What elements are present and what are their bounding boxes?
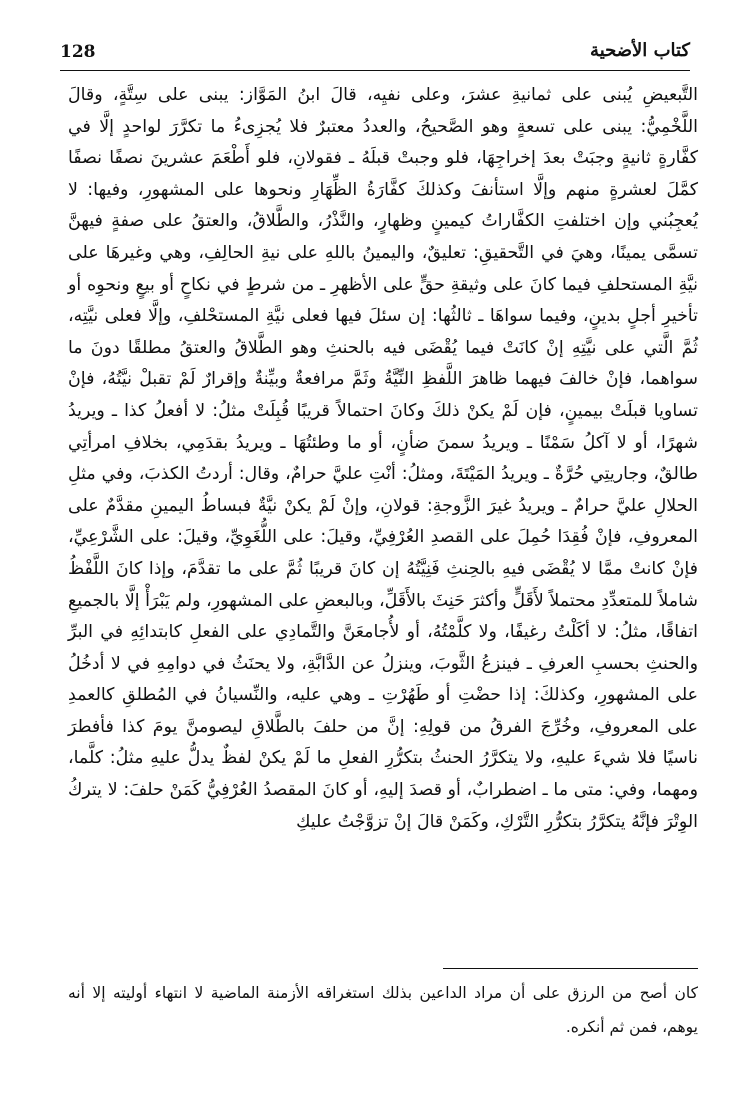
page-number: 128: [60, 42, 96, 62]
running-title: كتاب الأضحية: [590, 40, 690, 61]
header-divider: [60, 70, 690, 71]
footnote-divider: [443, 968, 698, 969]
footnote-block: [68, 976, 698, 1044]
main-text-block: [68, 80, 698, 838]
footnote-text: كان أصح من الرزق على أن مراد الداعين بذلك استغراقه الأزمنة الماضية لا انتهاء أوليته إلا أنه يوهم، فمن ثم أنكره.: [68, 984, 698, 1036]
page-header: [60, 40, 690, 66]
main-paragraph: التَّبعيضِ يُبنى على ثمانيةِ عشرَ، وعلى نفيِه، قالَ ابنُ المَوَّاز: يبنى على سِتَّةٍ، وقالَ اللَّخْمِيُّ: يبنى على تسعةٍ وهو الصَّحيحُ، والعددُ معتبرٌ فلا يُجزِىءُ ما تكرَّرَ لواحدٍ إلَّا في كفَّارةٍ ثانيةٍ وجبَتْ بعدَ إخراجِهَا، فلو وجبتْ قبلَهُ ـ فقولانِ، فلو أَطْعَمَ عشرينَ نصفًا نصفًا كمَّلَ لعشرةٍ منهم وإلَّا استأنفَ وكذلكَ كفَّارَةُ الظِّهَارِ ونحوها على المشهورِ، وفيها: لا يُعجِبُني وإن اختلفتِ الكفَّاراتُ كيمينٍ وظهارٍ، والنَّذْرُ، والطَّلاقُ، والعتقُ على صفةٍ فيهنَّ تسمَّى يمينًا، وهيَ في التَّحقيقِ: تعليقٌ، واليمينُ باللهِ على نيةِ الحالِفِ، وهي وغيرهَا على نيَّةِ المستحلفِ فيما كانَ على وثيقةِ حقٍّ على الأظهرِ ـ من شرطٍ في نكاحٍ أو بيعٍ ونحوِه أو تأخيرِ أجلٍ بدينٍ، وفيما سواهَا ـ ثالثُها: إن سئلَ فيها فعلى نيَّةِ المستحْلفِ، وإلَّا فعلى نيَّتِه، ثُمَّ الَّتي على نيَّتِهِ إنْ كانَتْ فيما يُقْضَى فيه بالحنثِ وهو الطَّلاقُ والعتقُ مطلقًا دونَ ما سواهما، فإنْ خالفَ فيهما ظاهرَ اللَّفظِ النِّيَّةُ وثَمَّ مرافعةٌ وبيِّنةٌ وإقرارٌ لَمْ تقبلْ نيَّتُهُ، فإنْ تساويا قبلَتْ بيمينٍ، فإن لَمْ يكنْ ذلكَ وكانَ احتمالاً قريبًا قُبِلَتْ مثلُ: لا أفعلُ كذا ـ ويريدُ شهرًا، أو لا آكلُ سَمْنًا ـ ويريدُ سمنَ ضأنٍ، أو ما وطئتُهَا ـ ويريدُ بقدَمِي، بخلافِ امرأتِي طالقٌ، وجاريتِي حُرَّةٌ ـ ويريدُ المَيْتَةَ، ومثلُ: أنْتِ عليَّ حرامٌ، وقال: أردتُ الكذبَ، وفي مثلِ الحلالِ عليَّ حرامٌ ـ ويريدُ غيرَ الزَّوجةِ: قولانِ، وإنْ لَمْ يكنْ نيَّةٌ فبساطُ اليمينِ مقدَّمٌ على المعروفِ، فإنْ فُقِدَا حُمِلَ على القصدِ العُرْفِيِّ، وقيلَ: على اللُّغَوِيِّ، وقيلَ: على الشَّرْعِيِّ، فإنْ كانتْ ممَّا لا يُقْضَى فيهِ بالحِنثِ فَنِيَّتُهُ إن كانَ قريبًا ثُمَّ على ما تقدَّمَ، وإذا كانَ اللَّفْظُ شاملاً للمتعدِّدِ محتملاً لأَقَلٍّ وأكثرَ حَنِثَ بالأَقَلِّ، وبالبعضِ على المشهورِ، ولم يَبْرَأْ إلَّا بالجميعِ اتفاقًا، مثلُ: لا أكَلْتُ رغيفًا، ولا كلَّمْتُهُ، أو لأُجامعَنَّ والتَّمادِي على الفعلِ كابتدائِهِ في البرِّ والحنثِ بحسبِ العرفِ ـ فينزعُ الثَّوبَ، وينزلُ عن الدَّابَّةِ، ولا يحنَثُ في دوامِهِ في لا أدخُلُ على المشهورِ، وكذلكَ: إذا حضْتِ أو طَهُرْتِ ـ وهي عليه، والنِّسيانُ في المُطلقِ كالعمدِ على المعروفِ، وخُرِّجَ الفرقُ من قولِهِ: إنَّ من حلفَ بالطَّلاقِ ليصومنَّ يومَ كذا فأفطرَ ناسيًا فلا شيءَ عليهِ، ولا يتكرَّرُ الحنثُ بتكرُّرِ الفعلِ ما لَمْ يكنْ لفظٌ يدلُّ عليهِ مثلُ: كلَّما، ومهما، وفي: متى ما ـ اضطرابٌ، أو قصدَ إليهِ، أو كانَ المقصدُ العُرْفِيُّ كَمَنْ حلفَ: لا يتركُ الوِتْرَ فإنَّهُ يتكرَّرُ بتكرُّرِ التَّرْكِ، وكَمَنْ قالَ إنْ تزوَّجْتُ عليكِ: [68, 85, 698, 832]
